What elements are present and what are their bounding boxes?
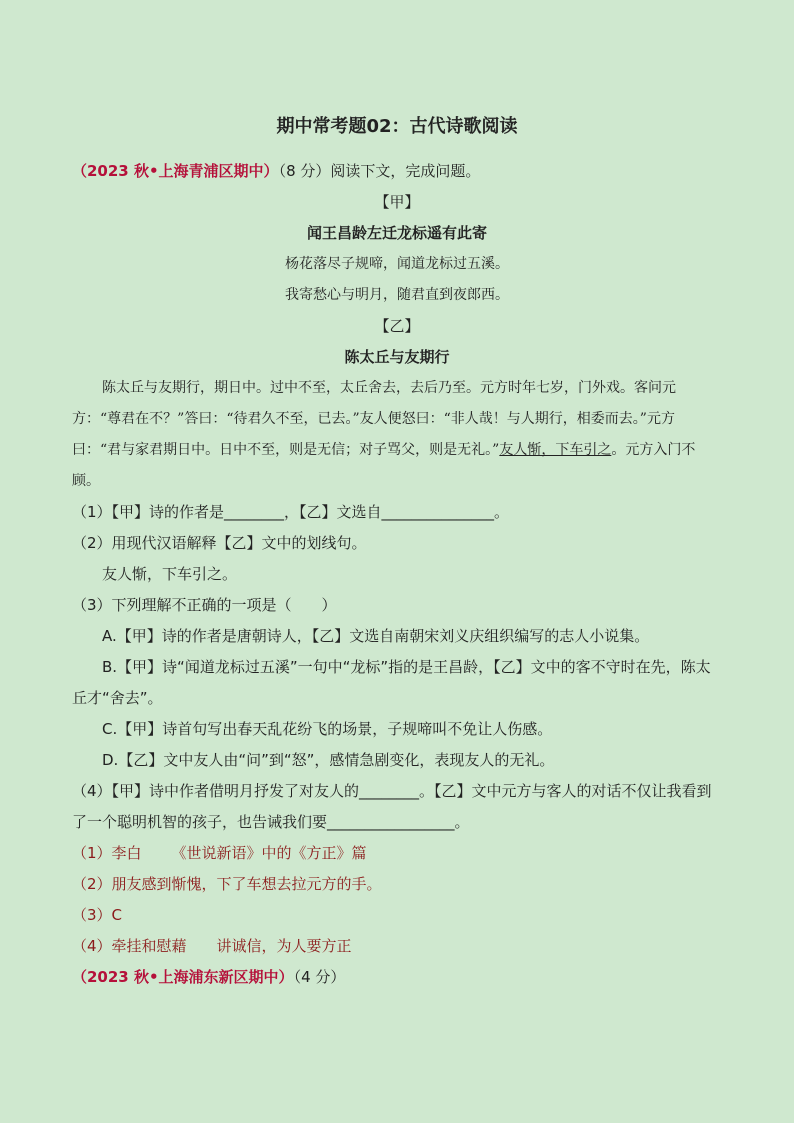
question-points: （8 分） (278, 162, 331, 180)
question-instruction: 阅读下文，完成问题。 (330, 162, 481, 180)
poem-line-1: 杨花落尽子规啼，闻道龙标过五溪。 (285, 256, 509, 272)
question-source: （2023 秋•上海青浦区期中） (72, 162, 279, 180)
answer-4-feeling: （4）牵挂和慰藉 (72, 937, 187, 955)
content-area (72, 112, 722, 993)
next-question-header (72, 962, 722, 993)
passage-text (72, 373, 722, 497)
option-d: D.【乙】文中友人由“问”到“怒”，感情急剧变化，表现友人的无礼。 (102, 751, 555, 769)
option-b: B.【甲】诗“闻道龙标过五溪”一句中“龙标”指的是王昌龄，【乙】文中的客不守时在先，陈太丘才“舍去”。 (72, 658, 711, 707)
question-2-sentence: 友人惭，下车引之。 (102, 565, 238, 583)
poem-line-2: 我寄愁心与明月，随君直到夜郎西。 (285, 287, 509, 303)
question-1: （1）【甲】诗的作者是________，【乙】文选自_______________。 (72, 503, 510, 521)
answer-1-author: （1）李白 (72, 844, 142, 862)
page-title: 期中常考题02：古代诗歌阅读 (276, 116, 518, 137)
next-question-points: （4 分） (293, 968, 346, 986)
section-mark-yi: 【乙】 (374, 317, 420, 335)
option-a: A.【甲】诗的作者是唐朝诗人，【乙】文选自南朝宋刘义庆组织编写的志人小说集。 (102, 627, 650, 645)
passage-body: 陈太丘与友期行，期日中。过中不至，太丘舍去，去后乃至。元方时年七岁，门外戏。客问元方：“尊君在不？”答曰：“待君久不至，已去。”友人便怒曰：“非人哉！与人期行，相委而去。”元方曰：“君与家君期日中。日中不至，则是无信；对子骂父，则是无礼。” (72, 380, 676, 458)
next-question-source: （2023 秋•上海浦东新区期中） (72, 968, 294, 986)
question-3: （3）下列理解不正确的一项是（ ） (72, 596, 337, 614)
underlined-sentence: 友人惭，下车引之 (499, 442, 612, 458)
answer-2: （2）朋友感到惭愧，下了车想去拉元方的手。 (72, 875, 382, 893)
question-4: （4）【甲】诗中作者借明月抒发了对友人的________。【乙】文中元方与客人的对话不仅让我看到了一个聪明机智的孩子，也告诫我们要_________________。 (72, 782, 712, 831)
question-header (72, 156, 722, 187)
answer-4 (72, 931, 722, 962)
poem-title: 闻王昌龄左迁龙标遥有此寄 (306, 224, 487, 242)
answer-3: （3）C (72, 906, 123, 924)
answer-1 (72, 838, 722, 869)
answer-4-lesson: 讲诚信，为人要方正 (216, 937, 352, 955)
option-c: C.【甲】诗首句写出春天乱花纷飞的场景，子规啼叫不免让人伤感。 (102, 720, 553, 738)
question-2: （2）用现代汉语解释【乙】文中的划线句。 (72, 534, 367, 552)
passage-title: 陈太丘与友期行 (344, 348, 450, 366)
answer-1-source: 《世说新语》中的《方正》篇 (171, 844, 367, 862)
passage-end: 。元方入门不顾。 (72, 442, 696, 489)
section-mark-jia: 【甲】 (374, 193, 420, 211)
